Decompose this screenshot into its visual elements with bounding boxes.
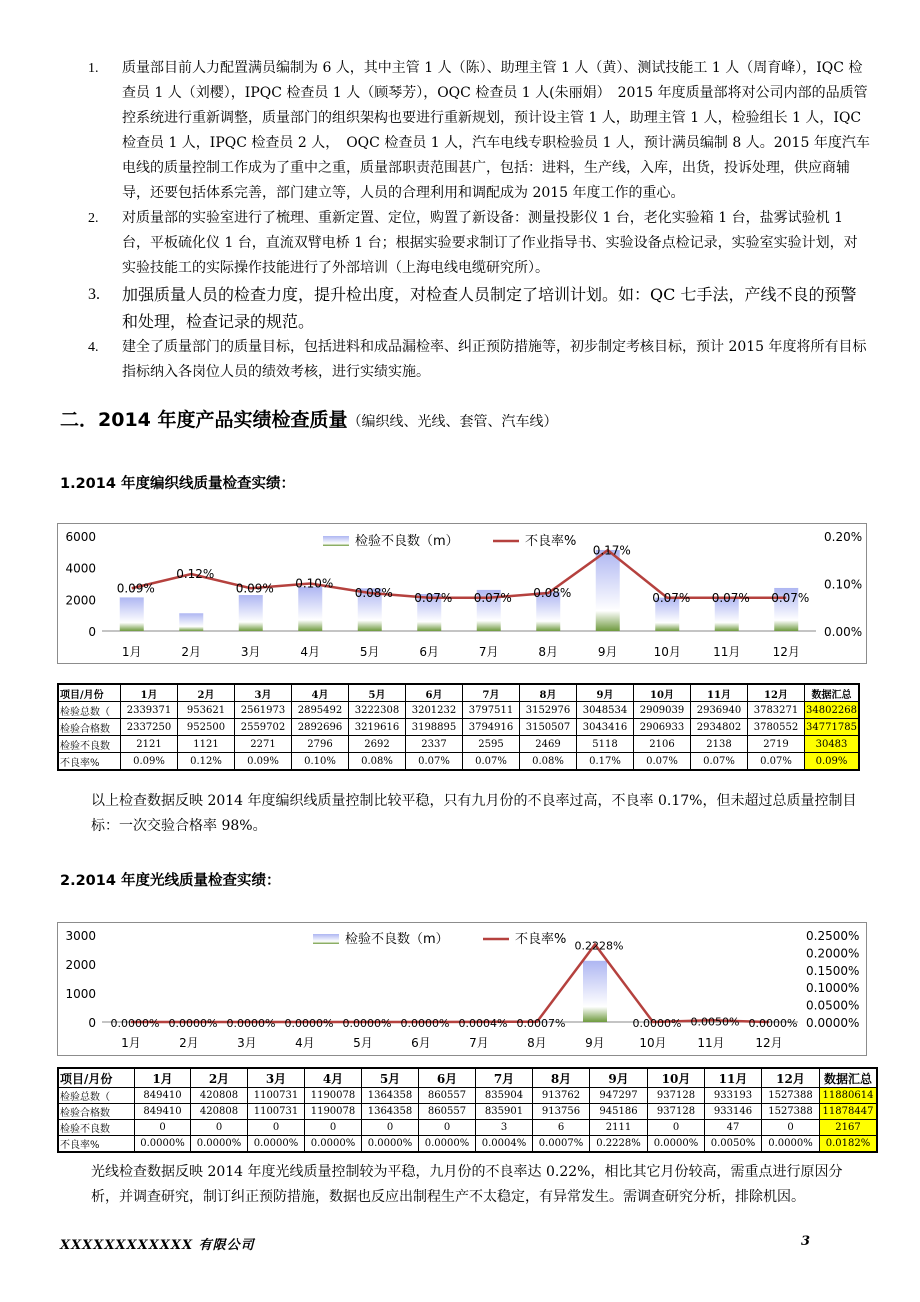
table-cell: 0.10%	[292, 753, 349, 771]
table-cell: 0.0000%	[305, 1136, 362, 1153]
section-heading	[60, 405, 558, 432]
table-header-cell: 9月	[577, 684, 634, 702]
rate-data-label: 0.12%	[176, 567, 215, 581]
table-cell: 0.07%	[406, 753, 463, 771]
x-category-label: 4月	[300, 645, 321, 659]
list-item	[80, 335, 870, 385]
table-cell: 1190078	[305, 1104, 362, 1120]
table-cell: 0.2228%	[590, 1136, 648, 1153]
table-cell: 3152976	[520, 702, 577, 719]
table-cell: 2561973	[235, 702, 292, 719]
page-number: 3	[800, 1234, 810, 1249]
table-cell: 937128	[648, 1088, 705, 1104]
table-cell: 420808	[191, 1104, 248, 1120]
paragraph-braided-summary: 以上检查数据反映 2014 年度编织线质量控制比较平稳，只有九月份的不良率过高，不良率 0.17%，但未超过总质量控制目标：一次交验合格率 98%。	[91, 793, 857, 834]
table-cell: 0.0000%	[362, 1136, 419, 1153]
table-header-cell: 7月	[463, 684, 520, 702]
table-cell: 3780552	[748, 719, 805, 736]
table-cell: 947297	[590, 1088, 648, 1104]
x-category-label: 6月	[411, 1036, 431, 1050]
table-header-cell: 9月	[590, 1068, 648, 1088]
table-cell: 34771785	[805, 719, 860, 736]
rate-data-label: 0.0000%	[226, 1017, 276, 1030]
table-header-cell: 5月	[362, 1068, 419, 1088]
table-header-cell: 2月	[191, 1068, 248, 1088]
table-cell: 420808	[191, 1088, 248, 1104]
x-category-label: 12月	[755, 1036, 783, 1050]
table-header-cell: 2月	[178, 684, 235, 702]
rate-data-label: 0.0050%	[690, 1015, 740, 1029]
y-left-tick-label: 6000	[65, 530, 96, 544]
legend-line-label: 不良率%	[525, 534, 577, 549]
bar-4	[298, 587, 322, 631]
x-category-label: 1月	[121, 645, 142, 659]
table-cell: 1100731	[248, 1088, 305, 1104]
table-cell: 3201232	[406, 702, 463, 719]
chart-braided	[57, 523, 867, 664]
list-item-number: 3.	[88, 286, 100, 303]
table-cell: 2271	[235, 736, 292, 753]
table-cell: 3783271	[748, 702, 805, 719]
legend-bar-swatch	[323, 536, 349, 546]
y-left-tick-label: 3000	[65, 929, 96, 943]
table-header-cell: 10月	[634, 684, 691, 702]
rate-data-label: 0.0007%	[516, 1016, 566, 1030]
rate-data-label: 0.0000%	[342, 1017, 392, 1030]
table-header-cell: 项目/月份	[58, 1068, 135, 1088]
legend-bar-swatch	[313, 934, 339, 944]
table-cell: 1190078	[305, 1088, 362, 1104]
x-category-label: 5月	[359, 645, 380, 659]
table-cell: 0.0050%	[705, 1136, 762, 1153]
rate-data-label: 0.07%	[414, 590, 453, 605]
table-cell: 0	[135, 1120, 191, 1136]
y-right-tick-label: 0.0000%	[806, 1016, 860, 1030]
rate-data-label: 0.0000%	[168, 1017, 218, 1030]
table-header-cell: 1月	[135, 1068, 191, 1088]
rate-data-label: 0.0000%	[632, 1017, 682, 1030]
y-right-tick-label: 0.1000%	[806, 981, 860, 996]
table-cell: 34802268	[805, 702, 860, 719]
table-header-row	[58, 684, 859, 702]
y-right-tick-label: 0.20%	[824, 530, 863, 544]
rate-data-label: 0.0000%	[400, 1017, 450, 1030]
table-cell: 0	[419, 1120, 476, 1136]
rate-data-label: 0.09%	[116, 581, 155, 596]
x-category-label: 7月	[469, 1036, 489, 1050]
table-cell: 3198895	[406, 719, 463, 736]
row-label-cell: 检验合格数	[58, 719, 121, 736]
list-item-text: 加强质量人员的检查力度，提升检出度，对检查人员制定了培训计划。如：QC 七手法，产线不良的预警和处理，检查记录的规范。	[122, 285, 857, 331]
section-title: 二．2014 年度产品实绩检查质量	[60, 409, 348, 431]
table-row	[58, 1088, 877, 1104]
y-right-tick-label: 0.10%	[824, 577, 863, 592]
table-cell: 0.07%	[748, 753, 805, 771]
row-label-cell: 不良率%	[58, 1136, 135, 1153]
table-header-cell: 数据汇总	[805, 684, 860, 702]
x-category-label: 1月	[121, 1036, 141, 1050]
table-header-cell: 3月	[248, 1068, 305, 1088]
table-header-cell: 项目/月份	[58, 684, 121, 702]
table-cell: 2934802	[691, 719, 748, 736]
table-cell: 933193	[705, 1088, 762, 1104]
chart-braided-svg	[58, 524, 866, 663]
list-item	[80, 206, 870, 281]
table-cell: 2111	[590, 1120, 648, 1136]
table-cell: 0.07%	[463, 753, 520, 771]
row-label-cell: 不良率%	[58, 753, 121, 771]
rate-data-label: 0.0000%	[284, 1017, 334, 1030]
list-item-number: 4.	[88, 340, 99, 355]
rate-data-label: 0.08%	[533, 586, 572, 600]
table-header-cell: 4月	[292, 684, 349, 702]
table-cell: 1527388	[762, 1104, 820, 1120]
x-category-label: 4月	[295, 1036, 315, 1050]
rate-data-label: 0.09%	[235, 581, 274, 596]
list-item	[80, 281, 870, 335]
list-item-number: 1.	[88, 61, 99, 76]
table-row	[58, 1136, 877, 1153]
table-cell: 2106	[634, 736, 691, 753]
table-cell: 952500	[178, 719, 235, 736]
table-cell: 2167	[820, 1120, 878, 1136]
table-header-cell: 11月	[705, 1068, 762, 1088]
table-cell: 1100731	[248, 1104, 305, 1120]
table-cell: 0.0182%	[820, 1136, 878, 1153]
table-cell: 3	[476, 1120, 533, 1136]
row-label-cell: 检验合格数	[58, 1104, 135, 1120]
x-category-label: 8月	[538, 645, 559, 659]
bar-9	[583, 961, 607, 1022]
table-header-cell: 8月	[533, 1068, 590, 1088]
table-cell: 3048534	[577, 702, 634, 719]
table-header-cell: 4月	[305, 1068, 362, 1088]
table-cell: 933146	[705, 1104, 762, 1120]
list-item-text: 质量部目前人力配置满员编制为 6 人，其中主管 1 人（陈）、助理主管 1 人（黄）、测试技能工 1 人（周育峰），IQC 检查员 1 人（刘樱），IPQC 检查员 1 人（顾琴芳），OQC 检查员 1 人(朱丽娟） 2015 年度质量部将对公司内部的品质管控系统进行重新调整，质量部门的组织架构也要进行重新规划，预计设主管 1 人，助理主管 1 人，检验组长 1 人，IQC 检查员 1 人，IPQC 检查员 2 人， OQC 检查员 1 人，汽车电线专职检验员 1 人，预计满员编制 8 人。2015 年度汽车电线的质量控制工作成为了重中之重，质量部职责范围甚广，包括：进料，生产线，入库，出货，投诉处理，供应商辅导，还要包括体系完善，部门建立等，人员的合理利用和调配成为 2015 年度工作的重心。	[122, 60, 870, 201]
table-cell: 11878447	[820, 1104, 878, 1120]
table-header-cell: 5月	[349, 684, 406, 702]
table-cell: 0	[248, 1120, 305, 1136]
table-cell: 0.0000%	[248, 1136, 305, 1153]
x-category-label: 12月	[772, 645, 800, 659]
table-cell: 2559702	[235, 719, 292, 736]
table-cell: 2936940	[691, 702, 748, 719]
bar-9	[596, 550, 620, 631]
chart-optical	[57, 922, 867, 1056]
legend-bar-label: 检验不良数（m）	[355, 534, 459, 549]
table-cell: 0.0000%	[648, 1136, 705, 1153]
y-right-tick-label: 0.00%	[824, 625, 863, 639]
table-cell: 2796	[292, 736, 349, 753]
table-cell: 849410	[135, 1104, 191, 1120]
table-cell: 2339371	[121, 702, 178, 719]
table-cell: 2692	[349, 736, 406, 753]
table-row	[58, 753, 859, 771]
table-cell: 3797511	[463, 702, 520, 719]
footer-company: XXXXXXXXXXXX 有限公司	[60, 1238, 255, 1253]
rate-data-label: 0.08%	[354, 586, 393, 600]
table-cell: 0.07%	[691, 753, 748, 771]
rate-data-label: 0.07%	[711, 590, 750, 605]
rate-data-label: 0.0004%	[458, 1016, 508, 1030]
rate-data-label: 0.17%	[592, 543, 631, 558]
bar-2	[179, 613, 203, 631]
table-cell: 0	[305, 1120, 362, 1136]
rate-data-label: 0.0000%	[110, 1017, 160, 1030]
table-cell: 0.0000%	[419, 1136, 476, 1153]
table-cell: 6	[533, 1120, 590, 1136]
y-right-tick-label: 0.2500%	[806, 929, 860, 943]
x-category-label: 9月	[597, 645, 618, 659]
y-right-tick-label: 0.1500%	[806, 963, 860, 978]
rate-data-label: 0.07%	[652, 590, 691, 605]
table-row	[58, 736, 859, 753]
table-braided	[57, 683, 860, 771]
legend-bar-label: 检验不良数（m）	[345, 932, 449, 947]
table-cell: 0.0007%	[533, 1136, 590, 1153]
table-cell: 945186	[590, 1104, 648, 1120]
table-header-cell: 10月	[648, 1068, 705, 1088]
table-cell: 0.09%	[805, 753, 860, 771]
row-label-cell: 检验不良数	[58, 736, 121, 753]
table-cell: 0.17%	[577, 753, 634, 771]
table-header-cell: 12月	[748, 684, 805, 702]
y-right-tick-label: 0.0500%	[806, 998, 860, 1013]
table-cell: 47	[705, 1120, 762, 1136]
x-category-label: 2月	[181, 645, 202, 659]
table-cell: 0.09%	[121, 753, 178, 771]
table-header-cell: 1月	[121, 684, 178, 702]
table-cell: 835901	[476, 1104, 533, 1120]
table-cell: 5118	[577, 736, 634, 753]
x-category-label: 2月	[179, 1036, 199, 1050]
table-cell: 2892696	[292, 719, 349, 736]
x-category-label: 10月	[639, 1036, 667, 1050]
table-header-row	[58, 1068, 877, 1088]
paragraph-optical-summary: 光线检查数据反映 2014 年度光线质量控制较为平稳，九月份的不良率达 0.22%，相比其它月份较高，需重点进行原因分析，并调查研究，制订纠正预防措施，数据也反应出制程生产不太稳定，有异常发生。需调查研究分析，排除机因。	[91, 1164, 843, 1205]
row-label-cell: 检验不良数	[58, 1120, 135, 1136]
y-left-tick-label: 4000	[65, 561, 96, 576]
table-optical	[57, 1067, 878, 1153]
table-cell: 2337250	[121, 719, 178, 736]
chart-optical-svg	[58, 923, 866, 1055]
rate-data-label: 0.07%	[771, 590, 810, 605]
table-header-cell: 12月	[762, 1068, 820, 1088]
table-header-cell: 11月	[691, 684, 748, 702]
table-cell: 913762	[533, 1088, 590, 1104]
x-category-label: 3月	[240, 645, 261, 659]
page-footer	[60, 1234, 860, 1256]
rate-data-label: 0.2228%	[574, 939, 624, 953]
rate-data-label: 0.07%	[473, 590, 512, 605]
table-cell: 3043416	[577, 719, 634, 736]
table-row	[58, 1120, 877, 1136]
table-header-cell: 6月	[406, 684, 463, 702]
subsection-title-braided: 1.2014 年度编织线质量检查实绩：	[60, 476, 296, 492]
table-cell: 3222308	[349, 702, 406, 719]
x-category-label: 8月	[527, 1036, 547, 1050]
table-cell: 2719	[748, 736, 805, 753]
table-cell: 2595	[463, 736, 520, 753]
table-cell: 913756	[533, 1104, 590, 1120]
table-cell: 860557	[419, 1088, 476, 1104]
table-cell: 0.07%	[634, 753, 691, 771]
table-cell: 1364358	[362, 1104, 419, 1120]
table-cell: 2469	[520, 736, 577, 753]
y-left-tick-label: 0	[88, 1016, 96, 1030]
rate-line	[131, 944, 769, 1022]
x-category-label: 9月	[585, 1036, 605, 1050]
section-subtitle: （编织线、光线、套管、汽车线）	[347, 414, 558, 430]
table-cell: 835904	[476, 1088, 533, 1104]
table-cell: 0	[648, 1120, 705, 1136]
row-label-cell: 检验总数（	[58, 1088, 135, 1104]
table-cell: 937128	[648, 1104, 705, 1120]
table-cell: 0	[362, 1120, 419, 1136]
table-row	[58, 702, 859, 719]
subsection-title-optical: 2.2014 年度光线质量检查实绩：	[60, 873, 281, 889]
list-item	[80, 56, 870, 206]
table-cell: 1364358	[362, 1088, 419, 1104]
x-category-label: 5月	[353, 1036, 373, 1050]
table-cell: 3150507	[520, 719, 577, 736]
table-row	[58, 1104, 877, 1120]
table-cell: 3219616	[349, 719, 406, 736]
table-row	[58, 719, 859, 736]
table-cell: 2138	[691, 736, 748, 753]
bar-3	[239, 595, 263, 631]
x-category-label: 11月	[713, 645, 741, 659]
summary-list	[80, 56, 870, 385]
table-header-cell: 7月	[476, 1068, 533, 1088]
table-cell: 2906933	[634, 719, 691, 736]
table-cell: 2895492	[292, 702, 349, 719]
x-category-label: 11月	[697, 1036, 725, 1050]
x-category-label: 3月	[237, 1036, 257, 1050]
table-cell: 0.09%	[235, 753, 292, 771]
table-cell: 11880614	[820, 1088, 878, 1104]
table-cell: 860557	[419, 1104, 476, 1120]
row-label-cell: 检验总数（	[58, 702, 121, 719]
table-cell: 1121	[178, 736, 235, 753]
x-category-label: 6月	[419, 645, 440, 659]
y-left-tick-label: 2000	[65, 593, 96, 608]
table-cell: 3794916	[463, 719, 520, 736]
table-cell: 0	[762, 1120, 820, 1136]
y-left-tick-label: 2000	[65, 958, 96, 972]
table-cell: 849410	[135, 1088, 191, 1104]
table-cell: 0.08%	[349, 753, 406, 771]
table-header-cell: 3月	[235, 684, 292, 702]
table-cell: 30483	[805, 736, 860, 753]
bar-1	[120, 597, 144, 631]
list-item-text: 建全了质量部门的质量目标，包括进料和成品漏检率、纠正预防措施等，初步制定考核目标，预计 2015 年度将所有目标指标纳入各岗位人员的绩效考核，进行实绩实施。	[122, 339, 867, 380]
table-cell: 0.0004%	[476, 1136, 533, 1153]
table-header-cell: 数据汇总	[820, 1068, 878, 1088]
table-cell: 2121	[121, 736, 178, 753]
list-item-number: 2.	[88, 211, 99, 226]
list-item-text: 对质量部的实验室进行了梳理、重新定置、定位，购置了新设备：测量投影仪 1 台，老化实验箱 1 台，盐雾试验机 1 台，平板硫化仪 1 台，直流双臂电桥 1 台；根据实验要求制订了作业指导书、实验设备点检记录，实验室实验计划，对实验技能工的实际操作技能进行了外部培训（上海电线电缆研究所）。	[122, 210, 858, 276]
table-cell: 0.0000%	[135, 1136, 191, 1153]
table-cell: 0.0000%	[191, 1136, 248, 1153]
table-header-cell: 6月	[419, 1068, 476, 1088]
table-cell: 953621	[178, 702, 235, 719]
table-cell: 0.12%	[178, 753, 235, 771]
table-cell: 0.0000%	[762, 1136, 820, 1153]
rate-data-label: 0.0000%	[748, 1017, 798, 1030]
table-header-cell: 8月	[520, 684, 577, 702]
legend-line-label: 不良率%	[515, 932, 567, 947]
rate-data-label: 0.10%	[295, 576, 334, 591]
table-cell: 2337	[406, 736, 463, 753]
table-cell: 2909039	[634, 702, 691, 719]
table-cell: 1527388	[762, 1088, 820, 1104]
y-right-tick-label: 0.2000%	[806, 946, 860, 961]
y-left-tick-label: 0	[88, 625, 96, 639]
x-category-label: 10月	[653, 645, 681, 659]
table-cell: 0.08%	[520, 753, 577, 771]
x-category-label: 7月	[478, 645, 499, 659]
y-left-tick-label: 1000	[65, 987, 96, 1001]
table-cell: 0	[191, 1120, 248, 1136]
